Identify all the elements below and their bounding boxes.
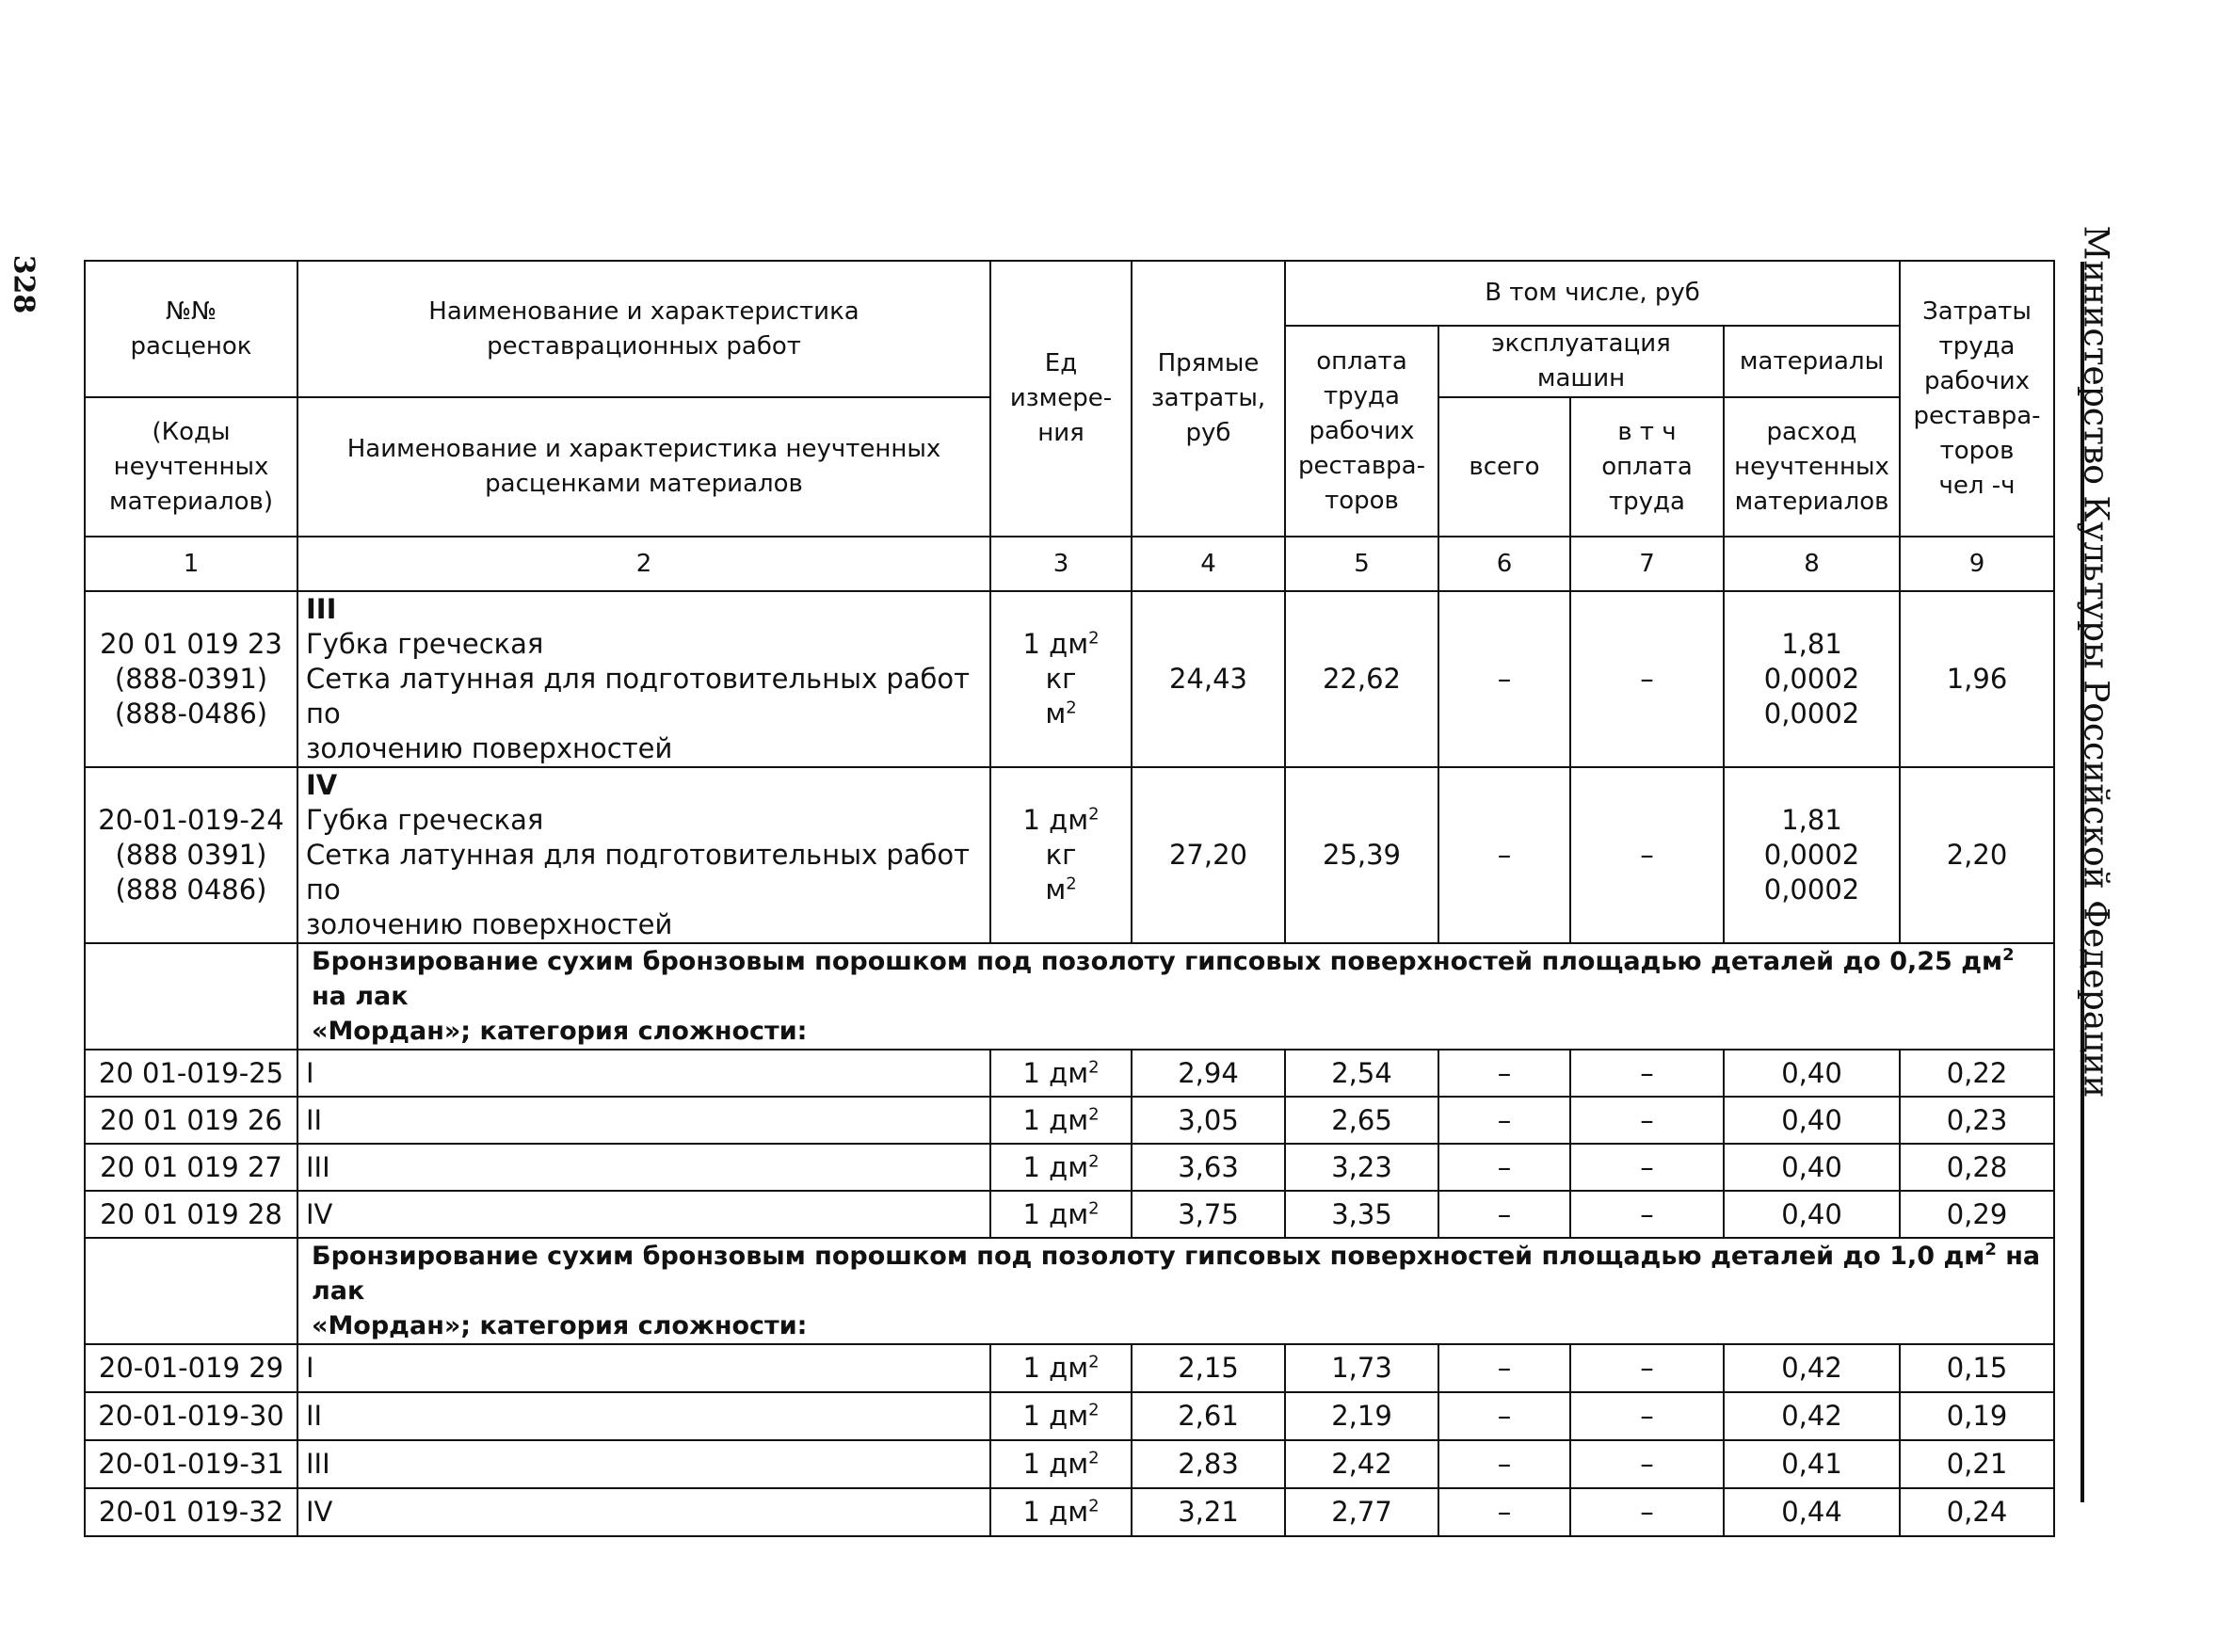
empty-cell <box>85 1238 297 1344</box>
machines-labor: – <box>1570 767 1724 943</box>
column-number: 5 <box>1285 537 1438 591</box>
rate-code: 20 01-019-25 <box>85 1050 297 1097</box>
table-row <box>85 591 2054 767</box>
work-description: III Губка греческая Сетка латунная для подготовительных работ по золочению поверхностей <box>297 591 990 767</box>
labor-hours: 0,15 <box>1900 1344 2054 1392</box>
table-row <box>85 1097 2054 1144</box>
unit: 1 $дм^2$ кг $м^2$ <box>990 591 1132 767</box>
labor-hours: 0,23 <box>1900 1097 2054 1144</box>
machines-total: – <box>1438 1097 1570 1144</box>
direct-costs: 24,43 <box>1132 591 1285 767</box>
header-direct-costs: Прямые затраты, руб <box>1132 261 1285 537</box>
rate-code: 20 01 019 23 (888-0391) (888-0486) <box>85 591 297 767</box>
machines-labor: – <box>1570 591 1724 767</box>
complexity-category: II <box>297 1392 990 1440</box>
machines-labor: – <box>1570 1488 1724 1536</box>
header-unit: Ед измере- ния <box>990 261 1132 537</box>
column-number: 4 <box>1132 537 1285 591</box>
unit: 1 $дм^2$ <box>990 1191 1132 1238</box>
rate-code: 20-01-019-31 <box>85 1440 297 1488</box>
header-code-top: №№ расценок <box>85 261 297 397</box>
direct-costs: 2,94 <box>1132 1050 1285 1097</box>
machines-labor: – <box>1570 1344 1724 1392</box>
column-number: 1 <box>85 537 297 591</box>
labor-pay: 2,19 <box>1285 1392 1438 1440</box>
direct-costs: 3,63 <box>1132 1144 1285 1191</box>
header-labor-pay: оплата труда рабочих реставра- торов <box>1285 326 1438 537</box>
table-row <box>85 1050 2054 1097</box>
complexity-category: II <box>297 1097 990 1144</box>
machines-total: – <box>1438 1440 1570 1488</box>
machines-total: – <box>1438 1488 1570 1536</box>
labor-hours: 1,96 <box>1900 591 2054 767</box>
column-number: 7 <box>1570 537 1724 591</box>
labor-hours: 2,20 <box>1900 767 2054 943</box>
table-row <box>85 767 2054 943</box>
machines-labor: – <box>1570 1144 1724 1191</box>
table-row <box>85 1440 2054 1488</box>
labor-pay: 2,77 <box>1285 1488 1438 1536</box>
machines-total: – <box>1438 767 1570 943</box>
labor-pay: 22,62 <box>1285 591 1438 767</box>
materials-usage: 1,81 0,0002 0,0002 <box>1724 591 1900 767</box>
rate-code: 20 01 019 28 <box>85 1191 297 1238</box>
machines-total: – <box>1438 1344 1570 1392</box>
materials-usage: 0,40 <box>1724 1050 1900 1097</box>
section-heading-row <box>85 1238 2054 1344</box>
direct-costs: 2,61 <box>1132 1392 1285 1440</box>
machines-labor: – <box>1570 1392 1724 1440</box>
column-number: 6 <box>1438 537 1570 591</box>
section-title: Бронзирование сухим бронзовым порошком под позолоту гипсовых поверхностей площадью деталей до 0,25 $дм^2$ на лак «Мордан»; категория сложности: <box>297 943 2054 1050</box>
direct-costs: 3,21 <box>1132 1488 1285 1536</box>
header-material-name: Наименование и характеристика неучтенных расценками материалов <box>297 397 990 537</box>
machines-total: – <box>1438 1050 1570 1097</box>
complexity-category: IV <box>297 1191 990 1238</box>
materials-usage: 0,40 <box>1724 1191 1900 1238</box>
direct-costs: 2,83 <box>1132 1440 1285 1488</box>
materials-usage: 0,42 <box>1724 1392 1900 1440</box>
labor-pay: 2,65 <box>1285 1097 1438 1144</box>
table-row <box>85 1488 2054 1536</box>
header-row <box>85 261 2054 326</box>
machines-total: – <box>1438 591 1570 767</box>
unit: 1 $дм^2$ <box>990 1392 1132 1440</box>
section-title: Бронзирование сухим бронзовым порошком под позолоту гипсовых поверхностей площадью деталей до 1,0 $дм^2$ на лак «Мордан»; категория сложности: <box>297 1238 2054 1344</box>
running-title: Министерство Культуры Российской Федерации <box>2076 225 2115 1099</box>
header-material-codes: (Коды неучтенных материалов) <box>85 397 297 537</box>
page-number: 328 <box>7 254 40 314</box>
table-row <box>85 1392 2054 1440</box>
materials-usage: 0,40 <box>1724 1144 1900 1191</box>
column-number: 2 <box>297 537 990 591</box>
unit: 1 $дм^2$ <box>990 1440 1132 1488</box>
table-row <box>85 1344 2054 1392</box>
unit: 1 $дм^2$ кг $м^2$ <box>990 767 1132 943</box>
column-number: 9 <box>1900 537 2054 591</box>
rate-code: 20-01-019-24 (888 0391) (888 0486) <box>85 767 297 943</box>
header-machines-labor: в т ч оплата труда <box>1570 397 1724 537</box>
labor-pay: 2,42 <box>1285 1440 1438 1488</box>
header-work-name: Наименование и характеристика реставрационных работ <box>297 261 990 397</box>
labor-hours: 0,22 <box>1900 1050 2054 1097</box>
machines-labor: – <box>1570 1440 1724 1488</box>
complexity-category: IV <box>297 1488 990 1536</box>
direct-costs: 3,05 <box>1132 1097 1285 1144</box>
complexity-category: III <box>297 1144 990 1191</box>
column-number: 3 <box>990 537 1132 591</box>
machines-total: – <box>1438 1191 1570 1238</box>
labor-hours: 0,21 <box>1900 1440 2054 1488</box>
labor-hours: 0,24 <box>1900 1488 2054 1536</box>
materials-usage: 1,81 0,0002 0,0002 <box>1724 767 1900 943</box>
labor-hours: 0,19 <box>1900 1392 2054 1440</box>
complexity-category: I <box>297 1344 990 1392</box>
unit: 1 $дм^2$ <box>990 1097 1132 1144</box>
materials-usage: 0,42 <box>1724 1344 1900 1392</box>
table-row <box>85 1144 2054 1191</box>
machines-labor: – <box>1570 1191 1724 1238</box>
labor-hours: 0,28 <box>1900 1144 2054 1191</box>
labor-pay: 1,73 <box>1285 1344 1438 1392</box>
labor-pay: 2,54 <box>1285 1050 1438 1097</box>
labor-pay: 25,39 <box>1285 767 1438 943</box>
header-including-group: В том числе, руб <box>1285 261 1900 326</box>
complexity-category: III <box>297 1440 990 1488</box>
labor-pay: 3,23 <box>1285 1144 1438 1191</box>
rate-code: 20-01-019-30 <box>85 1392 297 1440</box>
rate-code: 20-01 019-32 <box>85 1488 297 1536</box>
labor-hours: 0,29 <box>1900 1191 2054 1238</box>
machines-labor: – <box>1570 1097 1724 1144</box>
rate-code: 20-01-019 29 <box>85 1344 297 1392</box>
unit: 1 $дм^2$ <box>990 1344 1132 1392</box>
header-materials-group: материалы <box>1724 326 1900 397</box>
materials-usage: 0,44 <box>1724 1488 1900 1536</box>
section-heading-row <box>85 943 2054 1050</box>
direct-costs: 2,15 <box>1132 1344 1285 1392</box>
header-machines-total: всего <box>1438 397 1570 537</box>
column-number: 8 <box>1724 537 1900 591</box>
materials-usage: 0,41 <box>1724 1440 1900 1488</box>
unit: 1 $дм^2$ <box>990 1050 1132 1097</box>
empty-cell <box>85 943 297 1050</box>
header-labor-hours: Затраты труда рабочих реставра- торов чел -ч <box>1900 261 2054 537</box>
rate-code: 20 01 019 26 <box>85 1097 297 1144</box>
column-number-row <box>85 537 2054 591</box>
work-description: IV Губка греческая Сетка латунная для подготовительных работ по золочению поверхностей <box>297 767 990 943</box>
rate-code: 20 01 019 27 <box>85 1144 297 1191</box>
labor-pay: 3,35 <box>1285 1191 1438 1238</box>
direct-costs: 27,20 <box>1132 767 1285 943</box>
direct-costs: 3,75 <box>1132 1191 1285 1238</box>
unit: 1 $дм^2$ <box>990 1488 1132 1536</box>
unit: 1 $дм^2$ <box>990 1144 1132 1191</box>
machines-labor: – <box>1570 1050 1724 1097</box>
machines-total: – <box>1438 1392 1570 1440</box>
header-machines-group: эксплуатация машин <box>1438 326 1724 397</box>
complexity-category: I <box>297 1050 990 1097</box>
header-materials-usage: расход неучтенных материалов <box>1724 397 1900 537</box>
rates-table <box>84 260 2055 1537</box>
machines-total: – <box>1438 1144 1570 1191</box>
materials-usage: 0,40 <box>1724 1097 1900 1144</box>
table-row <box>85 1191 2054 1238</box>
